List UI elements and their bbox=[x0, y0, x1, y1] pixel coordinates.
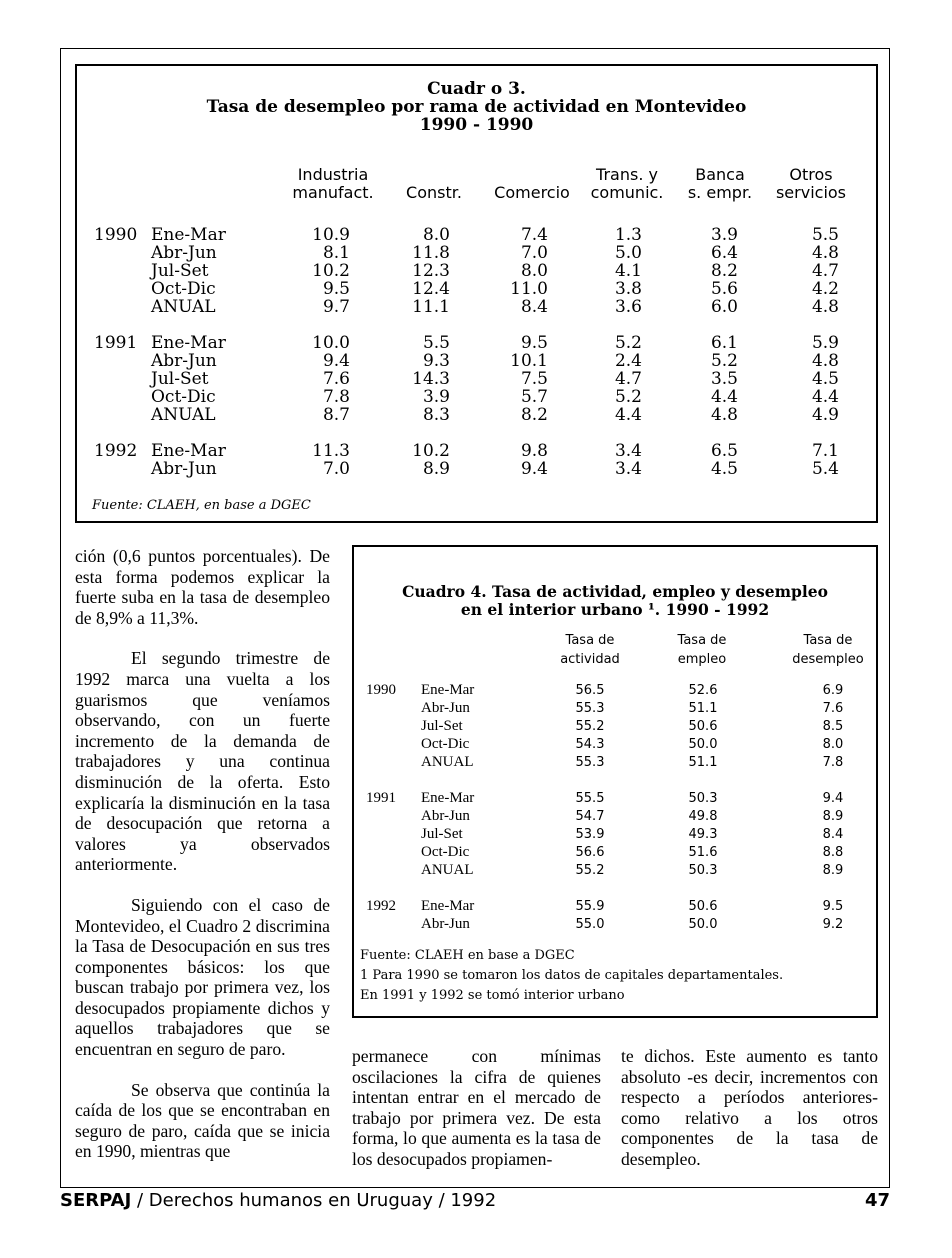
table-cell: 50.6 bbox=[688, 719, 718, 734]
footer-title: / Derechos humanos en Uruguay / 1992 bbox=[131, 1190, 497, 1211]
table-cell: 9.2 bbox=[822, 917, 844, 932]
table-cell: 55.3 bbox=[575, 701, 605, 716]
table-cell: 4.8 bbox=[710, 405, 738, 425]
year-label: 1990 bbox=[94, 225, 138, 245]
period-label: Jul-Set bbox=[421, 826, 463, 842]
table-cell: 55.2 bbox=[575, 863, 605, 878]
table-cell: 4.9 bbox=[811, 405, 839, 425]
period-label: Jul-Set bbox=[151, 261, 209, 281]
table-cell: 8.0 bbox=[422, 225, 450, 245]
table-cell: 55.5 bbox=[575, 791, 605, 806]
table-cell: 8.1 bbox=[322, 243, 350, 263]
table-cell: 10.1 bbox=[510, 351, 548, 371]
table-cell: 4.2 bbox=[811, 279, 839, 299]
table-cell: 8.2 bbox=[710, 261, 738, 281]
table-cell: 9.3 bbox=[422, 351, 450, 371]
table-cell: 50.6 bbox=[688, 899, 718, 914]
table-cell: 1.3 bbox=[614, 225, 642, 245]
table-cell: 8.9 bbox=[822, 809, 844, 824]
table-cell: 12.3 bbox=[412, 261, 450, 281]
period-label: Abr-Jun bbox=[151, 459, 217, 479]
period-label: ANUAL bbox=[151, 297, 216, 317]
period-label: Abr-Jun bbox=[421, 916, 470, 932]
table-cell: 11.0 bbox=[510, 279, 548, 299]
table-cell: 6.4 bbox=[710, 243, 738, 263]
table-cell: 51.1 bbox=[688, 701, 718, 716]
table-cell: 4.7 bbox=[614, 369, 642, 389]
period-label: Ene-Mar bbox=[421, 682, 475, 698]
year-label: 1991 bbox=[94, 333, 138, 353]
table-cell: 56.5 bbox=[575, 683, 605, 698]
period-label: Oct-Dic bbox=[421, 736, 470, 752]
period-label: Ene-Mar bbox=[151, 441, 226, 461]
table-cell: 3.4 bbox=[614, 441, 642, 461]
table-cell: 4.5 bbox=[811, 369, 839, 389]
period-label: Abr-Jun bbox=[151, 351, 217, 371]
table-cell: 5.0 bbox=[614, 243, 642, 263]
table-cell: 7.6 bbox=[322, 369, 350, 389]
footer-publication bbox=[60, 1190, 496, 1211]
paragraph: te dichos. Este aumento es tanto absoluto -es decir, incrementos con respecto a períodos anteriores- como relativo a los otros componentes de la tasa de desempleo. bbox=[621, 1046, 878, 1169]
table-cell: 51.6 bbox=[688, 845, 718, 860]
year-label: 1992 bbox=[94, 441, 138, 461]
page-number: 47 bbox=[864, 1190, 890, 1211]
table-cell: 55.0 bbox=[575, 917, 605, 932]
table-cell: 9.5 bbox=[822, 899, 844, 914]
cuadro-4-subtitle: en el interior urbano ¹. 1990 - 1992 bbox=[460, 600, 770, 619]
table-cell: 10.0 bbox=[312, 333, 350, 353]
table-cell: 12.4 bbox=[412, 279, 450, 299]
table-cell: 4.1 bbox=[614, 261, 642, 281]
table-cell: 49.8 bbox=[688, 809, 718, 824]
table-cell: 9.4 bbox=[520, 459, 548, 479]
table-cell: 5.2 bbox=[710, 351, 738, 371]
table-cell: 8.8 bbox=[822, 845, 844, 860]
table-cell: 11.8 bbox=[412, 243, 450, 263]
table-cell: 3.5 bbox=[710, 369, 738, 389]
paragraph: permanece con mínimas oscilaciones la cifra de quienes intentan entrar en el mercado de trabajo por primera vez. De esta forma, lo que aumenta es la tasa de los desocupados propiamen- bbox=[352, 1046, 601, 1169]
column-header: Constr. bbox=[406, 183, 462, 202]
period-label: ANUAL bbox=[421, 754, 474, 770]
table-cell: 9.7 bbox=[322, 297, 350, 317]
table-cell: 11.1 bbox=[412, 297, 450, 317]
table-cell: 10.2 bbox=[412, 441, 450, 461]
table-cell: 54.7 bbox=[575, 809, 605, 824]
column-header: comunic. bbox=[590, 183, 664, 202]
period-label: ANUAL bbox=[421, 862, 474, 878]
table-cell: 8.4 bbox=[520, 297, 548, 317]
period-label: Oct-Dic bbox=[151, 279, 216, 299]
cuadro-3-subtitle: Tasa de desempleo por rama de actividad en Montevideo bbox=[206, 97, 747, 117]
table-cell: 50.0 bbox=[688, 737, 718, 752]
table-cell: 5.9 bbox=[811, 333, 839, 353]
table-cell: 5.2 bbox=[614, 387, 642, 407]
paragraph: Siguiendo con el caso de Montevideo, el Cuadro 2 discrimina la Tasa de Desocupación en sus tres componentes básicos: los que buscan trabajo por primera vez, los desocupados propiamente dichos y aquellos trabajadores que se encuentran en seguro de paro. bbox=[75, 894, 330, 1060]
text-column-1 bbox=[75, 546, 330, 1162]
column-header: Banca bbox=[695, 165, 745, 184]
table-cell: 4.4 bbox=[811, 387, 839, 407]
cuadro-4-note-1: 1 Para 1990 se tomaron los datos de capitales departamentales. bbox=[360, 968, 784, 983]
column-header: Comercio bbox=[494, 183, 570, 202]
table-cell: 7.8 bbox=[822, 755, 844, 770]
table-cell: 3.9 bbox=[710, 225, 738, 245]
table-cell: 9.8 bbox=[520, 441, 548, 461]
table-cell: 50.3 bbox=[688, 863, 718, 878]
table-cell: 55.3 bbox=[575, 755, 605, 770]
table-cell: 6.9 bbox=[822, 683, 844, 698]
table-cell: 55.9 bbox=[575, 899, 605, 914]
table-cell: 5.4 bbox=[811, 459, 839, 479]
table-cell: 53.9 bbox=[575, 827, 605, 842]
table-cell: 6.0 bbox=[710, 297, 738, 317]
cuadro-3-title: Cuadr o 3. bbox=[427, 79, 526, 99]
table-cell: 4.4 bbox=[614, 405, 642, 425]
column-header: Trans. y bbox=[596, 165, 658, 184]
table-cell: 50.0 bbox=[688, 917, 718, 932]
table-cell: 8.7 bbox=[322, 405, 350, 425]
table-cell: 54.3 bbox=[575, 737, 605, 752]
table-cell: 5.2 bbox=[614, 333, 642, 353]
column-header: Otros bbox=[789, 165, 833, 184]
footer-brand: SERPAJ bbox=[60, 1190, 132, 1211]
table-cell: 6.1 bbox=[710, 333, 738, 353]
cuadro-4-note-2: En 1991 y 1992 se tomó interior urbano bbox=[360, 988, 625, 1003]
table-cell: 11.3 bbox=[312, 441, 350, 461]
table-cell: 8.9 bbox=[822, 863, 844, 878]
table-cell: 7.4 bbox=[520, 225, 548, 245]
period-label: Jul-Set bbox=[151, 369, 209, 389]
column-header: Industria bbox=[297, 165, 369, 184]
table-cell: 51.1 bbox=[688, 755, 718, 770]
page-footer bbox=[60, 1190, 890, 1212]
table-cell: 56.6 bbox=[575, 845, 605, 860]
table-cell: 55.2 bbox=[575, 719, 605, 734]
table-cell: 5.6 bbox=[710, 279, 738, 299]
column-header: actividad bbox=[560, 652, 620, 667]
column-header: manufact. bbox=[292, 183, 374, 202]
table-cell: 9.5 bbox=[322, 279, 350, 299]
table-cell: 2.4 bbox=[614, 351, 642, 371]
table-cell: 7.6 bbox=[822, 701, 844, 716]
table-cell: 4.4 bbox=[710, 387, 738, 407]
year-label: 1990 bbox=[366, 682, 396, 698]
table-cell: 14.3 bbox=[412, 369, 450, 389]
table-cell: 7.0 bbox=[322, 459, 350, 479]
table-cell: 52.6 bbox=[688, 683, 718, 698]
period-label: Ene-Mar bbox=[151, 333, 226, 353]
paragraph: ción (0,6 puntos porcentuales). De esta forma podemos explicar la fuerte suba en la tasa de desempleo de 8,9% a 11,3%. bbox=[75, 546, 330, 628]
table-cell: 3.9 bbox=[422, 387, 450, 407]
period-label: Ene-Mar bbox=[151, 225, 226, 245]
column-header: Tasa de bbox=[565, 633, 615, 648]
table-cell: 9.4 bbox=[322, 351, 350, 371]
table-cell: 9.4 bbox=[822, 791, 844, 806]
cuadro-3-years: 1990 - 1990 bbox=[419, 115, 534, 135]
paragraph: Se observa que continúa la caída de los que se encontraban en seguro de paro, caída que se inicia en 1990, mientras que bbox=[75, 1079, 330, 1162]
period-label: Oct-Dic bbox=[421, 844, 470, 860]
table-cell: 3.8 bbox=[614, 279, 642, 299]
paragraph: El segundo trimestre de 1992 marca una vuelta a los guarismos que veníamos observando, con un fuerte incremento de la demanda de trabajadores y una continua disminución de la oferta. Esto explicaría la disminución en la tasa de desocupación que retorna a valores ya observados anteriormente. bbox=[75, 648, 330, 875]
table-cell: 8.2 bbox=[520, 405, 548, 425]
period-label: Ene-Mar bbox=[421, 790, 475, 806]
cuadro-3-source: Fuente: CLAEH, en base a DGEC bbox=[92, 498, 311, 513]
column-header: Tasa de bbox=[803, 633, 853, 648]
table-cell: 8.0 bbox=[520, 261, 548, 281]
table-cell: 8.9 bbox=[422, 459, 450, 479]
table-cell: 7.5 bbox=[520, 369, 548, 389]
table-cell: 4.8 bbox=[811, 297, 839, 317]
table-cell: 4.8 bbox=[811, 243, 839, 263]
table-cell: 7.1 bbox=[811, 441, 839, 461]
table-cell: 10.2 bbox=[312, 261, 350, 281]
table-cell: 5.7 bbox=[520, 387, 548, 407]
table-cell: 3.6 bbox=[614, 297, 642, 317]
table-cell: 8.0 bbox=[822, 737, 844, 752]
period-label: Abr-Jun bbox=[421, 700, 470, 716]
period-label: ANUAL bbox=[151, 405, 216, 425]
table-cell: 3.4 bbox=[614, 459, 642, 479]
table-cell: 49.3 bbox=[688, 827, 718, 842]
year-label: 1992 bbox=[366, 898, 396, 914]
cuadro-4-source: Fuente: CLAEH en base a DGEC bbox=[360, 948, 575, 963]
period-label: Ene-Mar bbox=[421, 898, 475, 914]
column-header: empleo bbox=[677, 652, 727, 667]
year-label: 1991 bbox=[366, 790, 396, 806]
table-cell: 7.0 bbox=[520, 243, 548, 263]
cuadro-4-title: Cuadro 4. Tasa de actividad, empleo y desempleo bbox=[402, 582, 828, 601]
text-column-3 bbox=[621, 1046, 878, 1170]
column-header: s. empr. bbox=[687, 183, 753, 202]
period-label: Oct-Dic bbox=[151, 387, 216, 407]
period-label: Abr-Jun bbox=[151, 243, 217, 263]
table-cell: 6.5 bbox=[710, 441, 738, 461]
column-header: servicios bbox=[775, 183, 847, 202]
table-cell: 8.3 bbox=[422, 405, 450, 425]
table-cell: 7.8 bbox=[322, 387, 350, 407]
period-label: Abr-Jun bbox=[421, 808, 470, 824]
period-label: Jul-Set bbox=[421, 718, 463, 734]
table-cell: 8.4 bbox=[822, 827, 844, 842]
table-cell: 50.3 bbox=[688, 791, 718, 806]
column-header: Tasa de bbox=[677, 633, 727, 648]
table-cell: 4.8 bbox=[811, 351, 839, 371]
table-cell: 5.5 bbox=[422, 333, 450, 353]
table-cell: 4.5 bbox=[710, 459, 738, 479]
table-cell: 10.9 bbox=[312, 225, 350, 245]
table-cell: 9.5 bbox=[520, 333, 548, 353]
table-cell: 5.5 bbox=[811, 225, 839, 245]
table-cell: 8.5 bbox=[822, 719, 844, 734]
table-cell: 4.7 bbox=[811, 261, 839, 281]
text-column-2 bbox=[352, 1046, 601, 1170]
column-header: desempleo bbox=[792, 652, 864, 667]
